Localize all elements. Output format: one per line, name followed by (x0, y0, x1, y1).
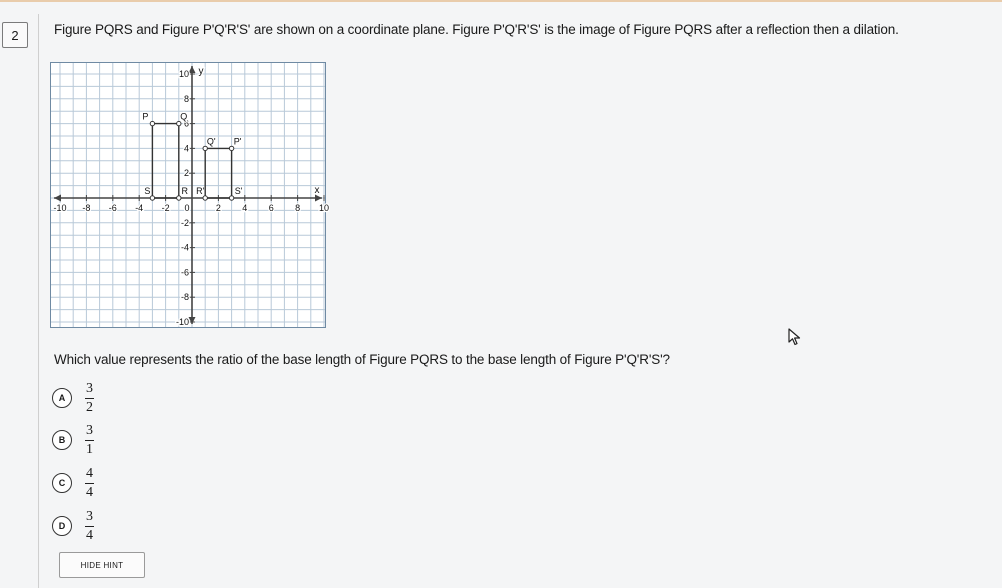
x-tick-label: 2 (215, 203, 221, 213)
question-divider (38, 14, 39, 588)
choice-a-denominator: 2 (86, 400, 93, 416)
x-axis-label: x (314, 185, 320, 196)
figure-pqrs-image-vertex-label: P' (233, 136, 242, 147)
fraction-bar (85, 526, 94, 527)
figure-pqrs-vertex (150, 196, 154, 200)
choice-c-denominator: 4 (86, 485, 93, 501)
choice-a-fraction (85, 381, 94, 415)
choice-d-radio[interactable]: D (52, 516, 72, 536)
figure-pqrs-vertex-label: R (181, 186, 189, 196)
y-tick-label: -4 (180, 242, 189, 253)
choice-a[interactable] (52, 378, 132, 418)
figure-pqrs-vertex (177, 121, 181, 125)
choice-d[interactable] (52, 506, 132, 546)
choice-c-numerator: 4 (86, 465, 93, 481)
choice-b-fraction (85, 423, 94, 457)
y-tick-label: 8 (183, 93, 189, 104)
y-tick-label: 4 (183, 143, 189, 154)
y-tick-label: 10 (178, 69, 189, 79)
hide-hint-button[interactable]: HIDE HINT (59, 552, 145, 578)
x-tick-label: 10 (318, 203, 330, 213)
figure-pqrs-image-vertex (203, 196, 207, 200)
x-tick-label: -10 (53, 203, 67, 213)
figure-pqrs-vertex (150, 121, 154, 125)
y-tick-label: 6 (183, 118, 189, 129)
top-accent-line (0, 0, 1002, 2)
figure-pqrs-image-vertex-label: Q' (206, 136, 216, 147)
choice-b-numerator: 3 (86, 422, 93, 438)
choice-d-fraction (85, 509, 94, 543)
choice-c-radio[interactable]: C (52, 473, 72, 493)
y-tick-label: -8 (180, 292, 189, 303)
figure-pqrs-vertex-label: P (142, 111, 149, 122)
figure-pqrs-vertex (177, 196, 181, 200)
figure-pqrs-image-vertex-label: R' (196, 186, 205, 196)
y-tick-label: 2 (183, 168, 189, 179)
y-axis-label: y (198, 66, 204, 77)
x-tick-label: -4 (135, 203, 144, 213)
fraction-bar (85, 483, 94, 484)
figure-pqrs-vertex-label: S (144, 186, 151, 196)
x-tick-label: 6 (268, 203, 274, 213)
figure-pqrs-image-vertex-label: S' (234, 186, 243, 196)
choice-b-radio[interactable]: B (52, 430, 72, 450)
choice-d-numerator: 3 (86, 508, 93, 524)
choice-c-fraction (85, 466, 94, 500)
choice-b[interactable] (52, 420, 132, 460)
choice-a-numerator: 3 (86, 380, 93, 396)
x-tick-label: -6 (108, 203, 117, 213)
y-tick-label: -10 (175, 317, 189, 327)
choice-d-denominator: 4 (86, 528, 93, 544)
y-tick-label: -6 (180, 267, 189, 278)
mouse-pointer-icon (788, 328, 802, 346)
x-tick-label: -2 (161, 203, 170, 213)
x-tick-label: 0 (184, 203, 190, 213)
question-number-badge: 2 (2, 22, 28, 48)
question-text: Which value represents the ratio of the base length of Figure PQRS to the base length of Figure P'Q'R'S'? (54, 352, 670, 367)
coordinate-plane-graph (50, 62, 330, 328)
figure-pqrs-vertex-label: Q (180, 111, 188, 122)
y-tick-label: -2 (180, 217, 189, 228)
fraction-bar (85, 398, 94, 399)
x-tick-label: 8 (295, 203, 301, 213)
figure-pqrs-image-vertex (229, 196, 233, 200)
figure-pqrs-image-vertex (229, 146, 233, 150)
x-tick-label: -8 (82, 203, 91, 213)
x-tick-label: 4 (242, 203, 248, 213)
choice-b-denominator: 1 (86, 442, 93, 458)
choice-c[interactable] (52, 463, 132, 503)
choice-a-radio[interactable]: A (52, 388, 72, 408)
fraction-bar (85, 440, 94, 441)
figure-pqrs-image-vertex (203, 146, 207, 150)
question-prompt: Figure PQRS and Figure P'Q'R'S' are shown on a coordinate plane. Figure P'Q'R'S' is the image of Figure PQRS after a reflection then a dilation. (54, 22, 899, 37)
